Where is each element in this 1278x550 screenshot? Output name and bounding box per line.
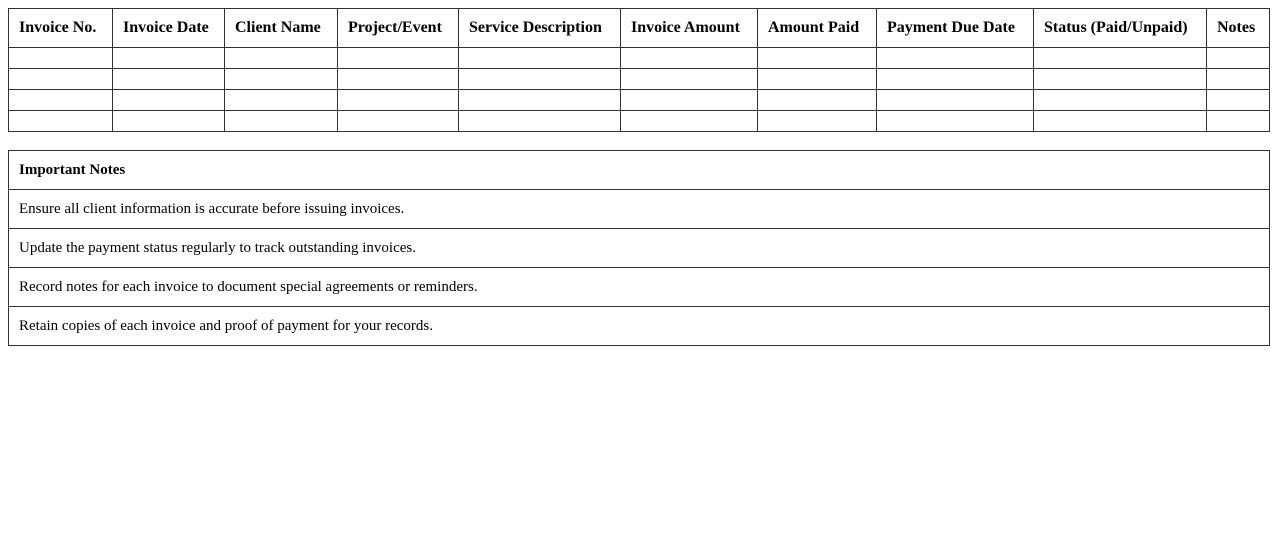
cell-client-name[interactable] — [225, 48, 338, 69]
note-item: Ensure all client information is accurate before issuing invoices. — [9, 190, 1270, 229]
cell-invoice-date[interactable] — [113, 48, 225, 69]
cell-invoice-no[interactable] — [9, 90, 113, 111]
cell-payment-due-date[interactable] — [877, 48, 1034, 69]
cell-service-description[interactable] — [459, 48, 621, 69]
cell-invoice-no[interactable] — [9, 48, 113, 69]
column-header-service-description: Service Description — [459, 9, 621, 48]
cell-invoice-no[interactable] — [9, 69, 113, 90]
column-header-status: Status (Paid/Unpaid) — [1034, 9, 1207, 48]
cell-invoice-date[interactable] — [113, 90, 225, 111]
cell-payment-due-date[interactable] — [877, 111, 1034, 132]
cell-service-description[interactable] — [459, 111, 621, 132]
table-row — [9, 111, 1270, 132]
cell-status[interactable] — [1034, 48, 1207, 69]
cell-invoice-amount[interactable] — [621, 111, 758, 132]
cell-invoice-amount[interactable] — [621, 48, 758, 69]
cell-status[interactable] — [1034, 69, 1207, 90]
cell-amount-paid[interactable] — [758, 90, 877, 111]
cell-amount-paid[interactable] — [758, 69, 877, 90]
invoice-table — [8, 8, 1270, 132]
column-header-invoice-amount: Invoice Amount — [621, 9, 758, 48]
column-header-notes: Notes — [1207, 9, 1270, 48]
notes-row — [9, 268, 1270, 307]
invoice-header-row — [9, 9, 1270, 48]
notes-row — [9, 307, 1270, 346]
cell-invoice-amount[interactable] — [621, 90, 758, 111]
cell-client-name[interactable] — [225, 90, 338, 111]
cell-payment-due-date[interactable] — [877, 90, 1034, 111]
cell-client-name[interactable] — [225, 69, 338, 90]
cell-amount-paid[interactable] — [758, 48, 877, 69]
notes-row — [9, 229, 1270, 268]
notes-row — [9, 190, 1270, 229]
cell-invoice-amount[interactable] — [621, 69, 758, 90]
column-header-client-name: Client Name — [225, 9, 338, 48]
cell-service-description[interactable] — [459, 69, 621, 90]
table-row — [9, 69, 1270, 90]
cell-client-name[interactable] — [225, 111, 338, 132]
cell-project-event[interactable] — [338, 111, 459, 132]
cell-amount-paid[interactable] — [758, 111, 877, 132]
cell-notes[interactable] — [1207, 111, 1270, 132]
cell-project-event[interactable] — [338, 69, 459, 90]
column-header-invoice-date: Invoice Date — [113, 9, 225, 48]
cell-notes[interactable] — [1207, 69, 1270, 90]
note-item: Update the payment status regularly to track outstanding invoices. — [9, 229, 1270, 268]
cell-status[interactable] — [1034, 111, 1207, 132]
note-item: Record notes for each invoice to document special agreements or reminders. — [9, 268, 1270, 307]
column-header-project-event: Project/Event — [338, 9, 459, 48]
cell-project-event[interactable] — [338, 90, 459, 111]
cell-invoice-date[interactable] — [113, 69, 225, 90]
table-row — [9, 90, 1270, 111]
cell-payment-due-date[interactable] — [877, 69, 1034, 90]
column-header-payment-due-date: Payment Due Date — [877, 9, 1034, 48]
note-item: Retain copies of each invoice and proof of payment for your records. — [9, 307, 1270, 346]
cell-invoice-date[interactable] — [113, 111, 225, 132]
cell-notes[interactable] — [1207, 90, 1270, 111]
notes-header-row — [9, 151, 1270, 190]
cell-project-event[interactable] — [338, 48, 459, 69]
important-notes-table — [8, 150, 1270, 346]
column-header-invoice-no: Invoice No. — [9, 9, 113, 48]
cell-status[interactable] — [1034, 90, 1207, 111]
cell-notes[interactable] — [1207, 48, 1270, 69]
column-header-amount-paid: Amount Paid — [758, 9, 877, 48]
cell-invoice-no[interactable] — [9, 111, 113, 132]
notes-title: Important Notes — [9, 151, 1270, 190]
table-row — [9, 48, 1270, 69]
cell-service-description[interactable] — [459, 90, 621, 111]
